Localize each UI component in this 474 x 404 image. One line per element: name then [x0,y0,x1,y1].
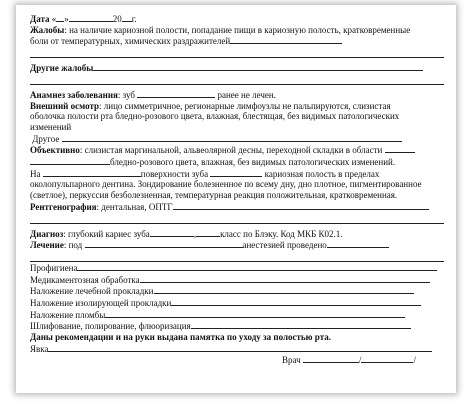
other-complaints-field[interactable] [93,62,423,71]
treatment-text-2: анестезией проведено [242,240,327,251]
procedure-label: Наложение изолирующей прокладки [30,298,172,309]
procedure-row [30,297,444,309]
procedure-field[interactable] [77,262,437,271]
external-exam-other-field[interactable] [62,133,402,142]
external-exam-text-2: оболочка полости рта бледно-розового цвета, влажная, блестящая, без видимых патологических [30,111,400,122]
appearance-row [30,343,444,355]
diagnosis-class-field[interactable] [196,228,220,237]
doctor-label: Врач [282,355,301,365]
recommendations-text: Даны рекомендации и на руки выдана памятка по уходу за полостью рта. [30,332,331,343]
external-exam-row [30,101,444,112]
procedure-field[interactable] [171,297,421,306]
external-exam-row-2 [30,111,444,122]
objective-row-5 [30,190,444,201]
objective-row-4 [30,179,444,190]
complaints-label: Жалобы [30,24,65,35]
procedure-label: Медикаментозная обработка [30,274,140,285]
external-exam-label: Внешний осмотр [30,100,100,111]
objective-tooth-field[interactable] [210,168,262,177]
procedure-label: Профигиена [30,262,78,273]
procedure-row [30,309,444,321]
objective-text-4: околопульпарного дентина. Зондирование болезненное по всему дну, дно плотное, пигментированное [30,179,422,190]
treatment-procedure-field[interactable] [327,239,389,248]
date-year-prefix: 20 [112,14,122,24]
treatment-text-1: : под [63,240,83,251]
anamnesis-tooth-field[interactable] [137,89,215,98]
external-exam-text-3: изменений [30,121,72,132]
objective-text-3b: поверхности зуба [140,168,209,179]
objective-region-field[interactable] [385,144,415,153]
xray-label: Рентгенография [30,201,97,212]
diagnosis-row: Диагноз: глубокий кариес зуба , класс по Блэку. Код МКБ К02.1. [30,228,343,239]
complaints-blank-line[interactable] [30,47,444,58]
date-row [30,13,444,25]
objective-label: Объективно [30,145,80,156]
procedure-label: Наложение пломбы [30,309,106,320]
date-year-suffix: г. [131,14,137,24]
objective-row-3 [30,168,444,180]
procedure-field[interactable] [154,285,414,294]
treatment-row [30,239,444,251]
objective-text-1: : слизистая маргинальной, альвеолярной десны, переходной складки в области [79,145,383,156]
recommendations-row [30,332,444,343]
procedure-label: Шлифование, полирование, флюоризация [30,321,191,332]
diagnosis-label: Диагноз [30,228,64,239]
xray-field[interactable] [173,201,429,210]
date-month-field[interactable] [69,13,113,22]
appearance-label: Явка [30,343,49,354]
complaints-extra-field[interactable] [230,35,342,44]
diagnosis-tooth-field[interactable] [150,228,194,237]
objective-row [30,144,444,156]
external-exam-other-row [30,133,444,145]
external-exam-text-1: : лицо симметричное, регионарные лимфоузлы не пальпируются, слизистая [99,100,391,111]
appearance-field[interactable] [48,343,432,352]
xray-blank-line[interactable] [30,213,444,224]
xray-row [30,201,444,213]
doctor-name-field[interactable] [358,354,413,365]
other-complaints-blank-line[interactable] [30,74,444,85]
medical-record-sheet [16,5,456,393]
diagnosis-text-1: : глубокий кариес зуба [63,228,150,239]
treatment-label: Лечение [30,240,64,251]
record-content [30,13,444,355]
anamnesis-text-1: : зуб [117,89,135,100]
xray-text: : дентальная, ОПТГ [96,201,173,212]
objective-text-5: (светлое), перкуссия безболезненная, температурная реакция положительная, кратковременная. [30,190,398,201]
diagnosis-text-2: класс по Блэку. Код МКБ К02.1. [220,228,343,239]
date-close-quote: » [64,14,69,24]
doctor-signature-field[interactable] [303,354,359,363]
date-year-field[interactable] [122,13,132,22]
date-label: Дата [30,14,50,24]
objective-region-field-2[interactable] [30,156,110,165]
doctor-slash: / [358,355,362,365]
procedure-label: Наложение лечебной прокладки [30,286,154,297]
procedure-field[interactable] [105,309,405,318]
complaints-text-2: боли от температурных, химических раздражителей [30,36,231,47]
external-exam-other-label: Другое [32,133,60,144]
objective-row-2 [30,156,444,168]
complaints-row [30,25,444,36]
procedure-row [30,285,444,297]
procedure-field[interactable] [191,320,411,329]
anamnesis-text-2: ранее не лечен. [217,89,276,100]
complaints-text-1: : на наличие кариозной полости, попадание пищи в кариозную полость, кратковременные [64,24,411,35]
procedure-row [30,262,444,274]
procedure-row [30,274,444,286]
objective-text-3a: На [30,168,41,179]
anamnesis-label: Анамнез заболевания [30,89,118,100]
doctor-slash-end: / [413,355,416,365]
other-complaints-label: Другие жалобы [30,63,94,74]
objective-text-2: бледно-розового цвета, влажная, без видимых патологических изменений. [110,157,396,168]
date-open-quote: « [51,14,57,24]
procedure-field[interactable] [140,274,430,283]
objective-surface-field[interactable] [43,168,141,177]
doctor-signature-row [282,354,416,365]
complaints-row-2 [30,35,444,47]
other-complaints-row [30,62,444,74]
procedure-row [30,320,444,332]
objective-text-3c: кариозная полость в пределах [264,168,380,179]
anamnesis-row [30,89,444,101]
treatment-anesthesia-field[interactable] [85,239,243,248]
external-exam-row-3 [30,122,444,133]
treatment-blank-line[interactable] [30,251,444,262]
